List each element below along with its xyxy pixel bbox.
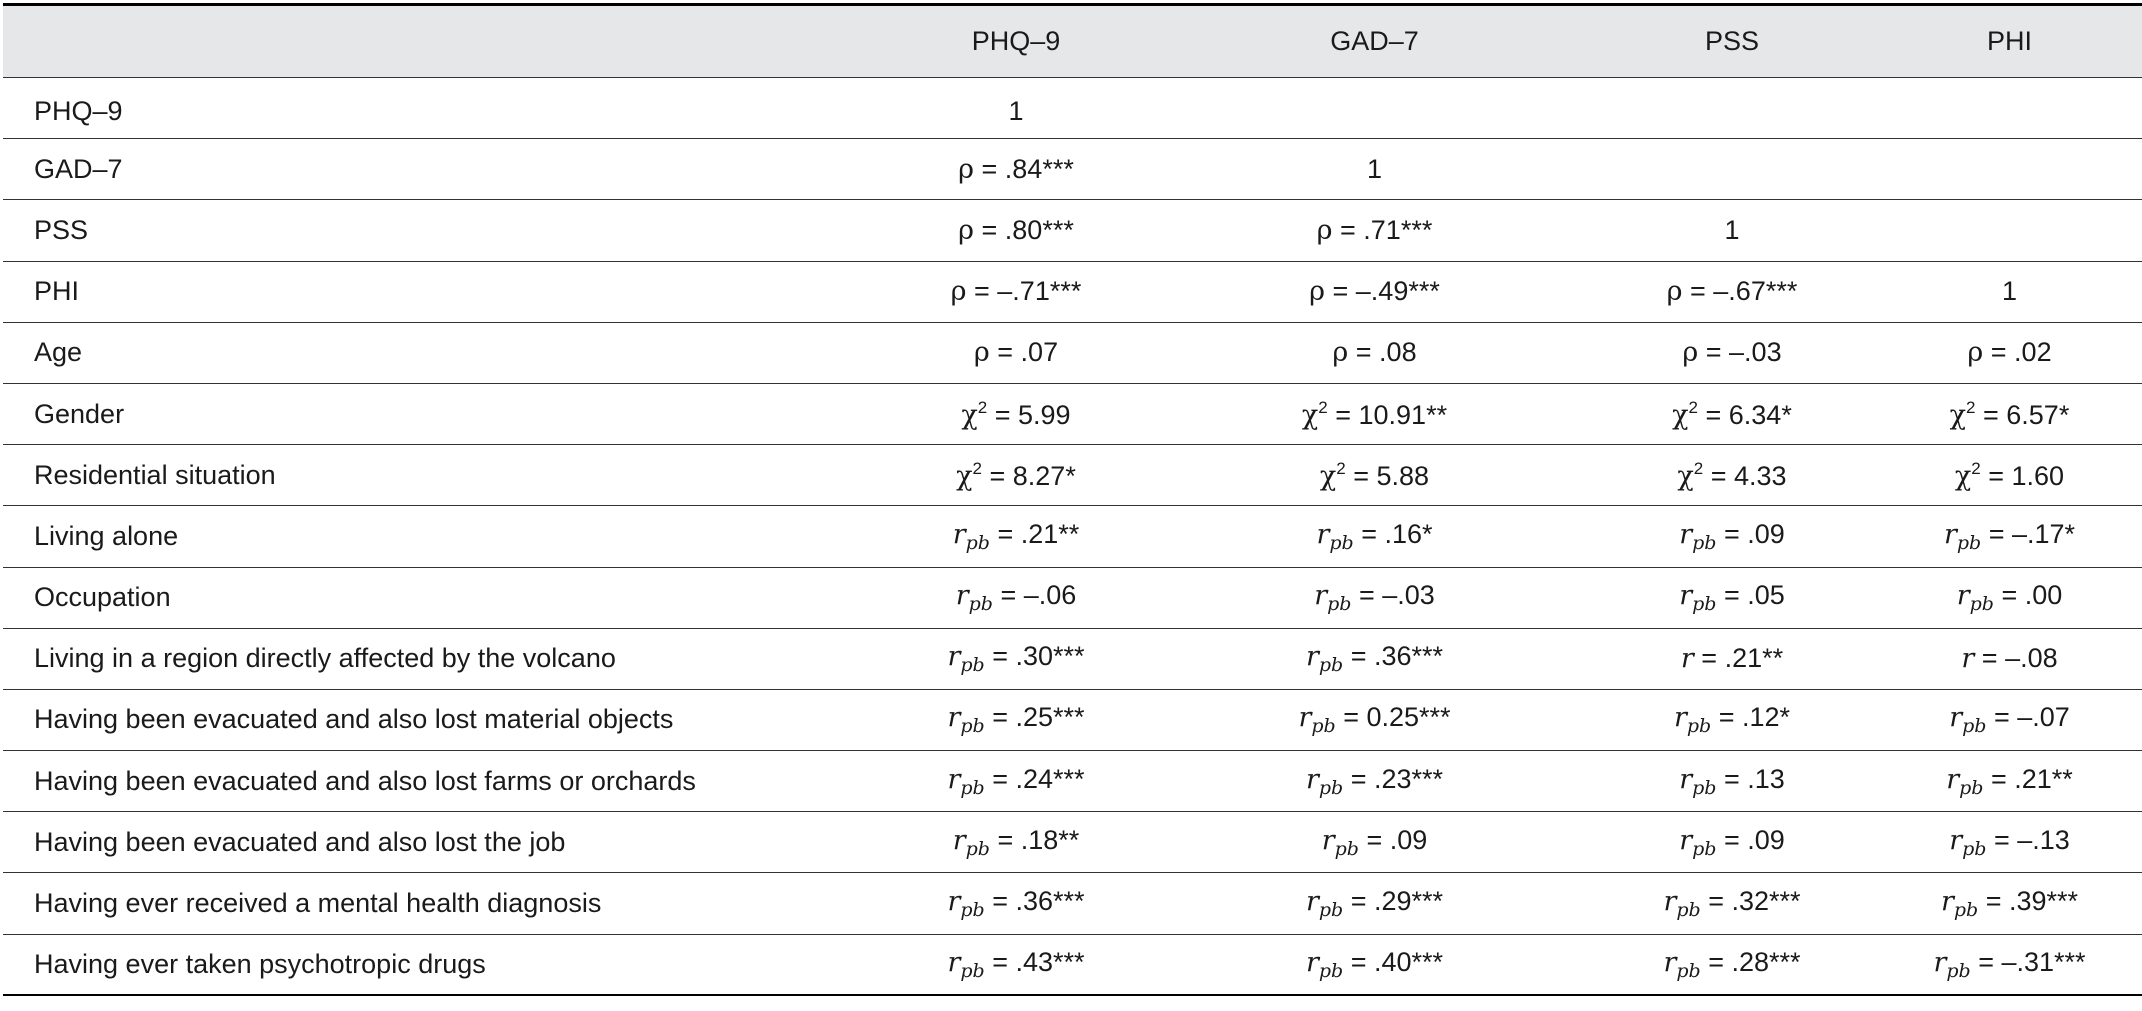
cell-pss — [1587, 751, 1877, 812]
stat-symbol: r — [1673, 702, 1687, 734]
row-label: GAD–7 — [3, 139, 870, 200]
stat-symbol: ρ — [950, 276, 967, 308]
cell-gad7 — [1162, 689, 1587, 750]
stat-value: = 8.27* — [982, 460, 1076, 491]
cell-pss — [1587, 261, 1877, 322]
stat-symbol: ρ — [1682, 337, 1699, 369]
stat-value: = .43*** — [984, 946, 1085, 977]
stat-symbol: χ — [956, 460, 973, 492]
stat-value: = 6.34* — [1698, 399, 1792, 430]
cell-pss — [1587, 567, 1877, 628]
stat-symbol: χ — [1672, 399, 1689, 431]
cell-gad7 — [1162, 383, 1587, 444]
stat-value: = .23*** — [1343, 763, 1444, 794]
stat-symbol: r — [1679, 763, 1693, 795]
stat-symbol: χ — [1319, 460, 1337, 492]
table-row — [3, 751, 2142, 812]
stat-value: = –.03 — [1698, 337, 1782, 368]
table-row — [3, 261, 2142, 322]
table-row — [3, 383, 2142, 444]
stat-symbol: ρ — [973, 337, 990, 369]
cell-phq9 — [870, 383, 1162, 444]
stat-value: = 5.99 — [987, 399, 1071, 430]
stat-subscript: pb — [1318, 776, 1344, 799]
table-body — [3, 78, 2142, 996]
table-row — [3, 139, 2142, 200]
cell-phi — [1877, 261, 2142, 322]
stat-value: = .32*** — [1700, 886, 1801, 917]
cell-phi — [1877, 445, 2142, 506]
stat-superscript: 2 — [1336, 458, 1346, 478]
cell-pss — [1587, 506, 1877, 567]
stat-value: = –.49*** — [1325, 276, 1440, 307]
stat-symbol: r — [1305, 946, 1319, 978]
stat-value: = .28*** — [1700, 946, 1801, 977]
stat-value: = .21** — [1693, 643, 1784, 674]
cell-phi — [1877, 812, 2142, 873]
row-label: Having ever taken psychotropic drugs — [3, 934, 870, 995]
stat-subscript: pb — [1946, 959, 1971, 982]
cell-phq9 — [870, 812, 1162, 873]
stat-subscript: pb — [1686, 715, 1712, 738]
stat-value: = 5.88 — [1345, 460, 1430, 491]
stat-value: = .36*** — [1343, 641, 1444, 672]
stat-superscript: 2 — [972, 458, 982, 478]
stat-subscript: pb — [1692, 837, 1717, 860]
table-row — [3, 812, 2142, 873]
stat-subscript: pb — [1962, 715, 1987, 738]
stat-symbol: ρ — [958, 153, 975, 185]
stat-value: = –.03 — [1351, 580, 1435, 611]
stat-symbol: χ — [1949, 399, 1967, 431]
stat-symbol: r — [1943, 518, 1957, 550]
cell-pss — [1587, 873, 1877, 934]
cell-phi — [1877, 139, 2142, 200]
stat-value: = .16* — [1353, 518, 1433, 549]
stat-superscript: 2 — [977, 397, 988, 417]
table-row — [3, 628, 2142, 689]
row-label: Age — [3, 322, 870, 383]
stat-value: = .29*** — [1343, 886, 1444, 917]
stat-value: = 1.60 — [1980, 460, 2065, 491]
stat-subscript: pb — [1956, 531, 1982, 554]
stat-superscript: 2 — [1318, 397, 1328, 417]
stat-value: = .18** — [989, 824, 1080, 855]
stat-value: = .13 — [1716, 763, 1785, 794]
cell-phi — [1877, 383, 2142, 444]
table-row — [3, 934, 2142, 995]
cell-phi — [1877, 873, 2142, 934]
stat-symbol: r — [947, 702, 961, 734]
stat-symbol: ρ — [1666, 276, 1683, 308]
stat-value: = .30*** — [984, 641, 1085, 672]
stat-subscript: pb — [1329, 531, 1354, 554]
cell-gad7 — [1162, 628, 1587, 689]
stat-value: = .25*** — [984, 702, 1085, 733]
cell-phq9 — [870, 506, 1162, 567]
stat-subscript: pb — [1327, 593, 1352, 616]
cell-phq9 — [870, 139, 1162, 200]
cell-phq9 — [870, 873, 1162, 934]
stat-value: = –.67*** — [1682, 276, 1798, 307]
stat-symbol: r — [1940, 886, 1954, 918]
stat-value: = .00 — [1993, 580, 2063, 611]
stat-value: 1 — [1366, 153, 1383, 184]
header-gad7: GAD–7 — [1162, 5, 1587, 78]
row-label: Occupation — [3, 567, 870, 628]
stat-symbol: r — [1946, 763, 1960, 795]
cell-gad7 — [1162, 200, 1587, 261]
cell-phi — [1877, 934, 2142, 995]
cell-gad7 — [1162, 567, 1587, 628]
cell-phi — [1877, 322, 2142, 383]
cell-phq9 — [870, 445, 1162, 506]
stat-value: = .84*** — [974, 153, 1074, 184]
stat-symbol: r — [1321, 824, 1335, 856]
cell-phi — [1877, 689, 2142, 750]
stat-symbol: χ — [961, 399, 978, 431]
stat-symbol: χ — [1301, 399, 1319, 431]
cell-phq9 — [870, 751, 1162, 812]
stat-value: = .21** — [989, 518, 1080, 549]
stat-value: 1 — [2001, 276, 2018, 307]
row-label: PHQ–9 — [3, 78, 870, 139]
cell-gad7 — [1162, 261, 1587, 322]
stat-subscript: pb — [1969, 593, 1994, 616]
cell-phi — [1877, 567, 2142, 628]
row-label: PHI — [3, 261, 870, 322]
stat-subscript: pb — [960, 715, 985, 738]
table-row — [3, 567, 2142, 628]
stat-value: = .02 — [1983, 337, 2052, 368]
cell-gad7 — [1162, 812, 1587, 873]
table-row — [3, 873, 2142, 934]
cell-pss — [1587, 383, 1877, 444]
cell-phq9 — [870, 567, 1162, 628]
stat-symbol: r — [1298, 702, 1312, 734]
stat-value: = .71*** — [1332, 214, 1433, 245]
row-label: Living alone — [3, 506, 870, 567]
stat-subscript: pb — [1692, 531, 1717, 554]
table-row — [3, 506, 2142, 567]
stat-value: = .09 — [1716, 824, 1785, 855]
cell-phq9 — [870, 200, 1162, 261]
cell-phi — [1877, 751, 2142, 812]
stat-value: 1 — [1008, 95, 1024, 126]
stat-symbol: r — [952, 518, 966, 550]
row-label: Having been evacuated and also lost the job — [3, 812, 870, 873]
stat-subscript: pb — [965, 531, 990, 554]
stat-subscript: pb — [1959, 776, 1984, 799]
cell-pss — [1587, 200, 1877, 261]
cell-pss — [1587, 139, 1877, 200]
row-label: Having been evacuated and also lost material objects — [3, 689, 870, 750]
cell-pss — [1587, 78, 1877, 139]
cell-gad7 — [1162, 78, 1587, 139]
stat-symbol: r — [1663, 886, 1677, 918]
stat-value: = –.13 — [1986, 824, 2070, 855]
stat-value: = 4.33 — [1703, 460, 1787, 491]
header-blank-cell — [3, 5, 870, 78]
stat-value: = –.17* — [1981, 518, 2076, 549]
table-row — [3, 689, 2142, 750]
stat-subscript: pb — [1318, 654, 1344, 677]
stat-subscript: pb — [965, 837, 990, 860]
stat-value: = .09 — [1716, 518, 1785, 549]
stat-subscript: pb — [1676, 959, 1701, 982]
stat-value: = .07 — [989, 337, 1059, 368]
stat-symbol: r — [1679, 518, 1693, 550]
cell-gad7 — [1162, 506, 1587, 567]
stat-superscript: 2 — [1688, 397, 1698, 417]
stat-subscript: pb — [968, 593, 993, 616]
cell-phi — [1877, 78, 2142, 139]
header-pss: PSS — [1587, 5, 1877, 78]
stat-value: 1 — [1724, 214, 1740, 245]
stat-symbol: χ — [1677, 460, 1694, 492]
cell-pss — [1587, 812, 1877, 873]
stat-symbol: r — [1314, 580, 1328, 612]
stat-subscript: pb — [1311, 715, 1336, 738]
stat-subscript: pb — [960, 959, 985, 982]
table-row — [3, 322, 2142, 383]
stat-subscript: pb — [1692, 776, 1717, 799]
stat-subscript: pb — [960, 899, 985, 922]
stat-value: = .05 — [1716, 580, 1785, 611]
cell-phi — [1877, 628, 2142, 689]
stat-value: = .12* — [1711, 702, 1791, 733]
row-label: PSS — [3, 200, 870, 261]
cell-pss — [1587, 628, 1877, 689]
cell-phq9 — [870, 628, 1162, 689]
stat-symbol: r — [1679, 580, 1693, 612]
stat-symbol: r — [1679, 824, 1693, 856]
stat-symbol: r — [1949, 702, 1963, 734]
stat-value: = .09 — [1358, 824, 1428, 855]
cell-gad7 — [1162, 139, 1587, 200]
stat-subscript: pb — [1692, 593, 1717, 616]
stat-symbol: r — [947, 886, 961, 918]
cell-gad7 — [1162, 934, 1587, 995]
stat-value: = 0.25*** — [1335, 702, 1451, 733]
stat-symbol: r — [1316, 518, 1330, 550]
stat-value: = –.06 — [992, 580, 1077, 611]
stat-value: = –.31*** — [1970, 946, 2086, 977]
cell-phq9 — [870, 934, 1162, 995]
stat-value: = 10.91** — [1327, 399, 1448, 430]
stat-value: = .21** — [1983, 763, 2073, 794]
correlation-table — [3, 3, 2142, 996]
cell-phq9 — [870, 78, 1162, 139]
stat-subscript: pb — [1962, 837, 1987, 860]
stat-symbol: r — [1305, 763, 1319, 795]
row-label: Having ever received a mental health diagnosis — [3, 873, 870, 934]
stat-value: = .39*** — [1978, 886, 2079, 917]
stat-symbol: ρ — [1332, 337, 1349, 369]
stat-symbol: r — [947, 641, 961, 673]
row-label: Gender — [3, 383, 870, 444]
cell-phi — [1877, 200, 2142, 261]
stat-value: = .08 — [1348, 337, 1417, 368]
stat-subscript: pb — [1953, 899, 1979, 922]
stat-symbol: r — [955, 580, 969, 612]
stat-value: = .24*** — [984, 763, 1085, 794]
stat-value: = –.71*** — [966, 276, 1082, 307]
cell-pss — [1587, 934, 1877, 995]
cell-gad7 — [1162, 873, 1587, 934]
stat-symbol: r — [1956, 580, 1970, 612]
stat-symbol: r — [1663, 946, 1677, 978]
table-row — [3, 78, 2142, 139]
stat-symbol: r — [1305, 641, 1319, 673]
stat-value: = –.07 — [1986, 702, 2070, 733]
stat-symbol: r — [1680, 643, 1694, 675]
cell-phq9 — [870, 261, 1162, 322]
stat-subscript: pb — [1318, 959, 1344, 982]
stat-symbol: r — [947, 763, 961, 795]
cell-phq9 — [870, 322, 1162, 383]
stat-symbol: ρ — [1316, 214, 1333, 246]
row-label: Living in a region directly affected by the volcano — [3, 628, 870, 689]
cell-gad7 — [1162, 445, 1587, 506]
stat-superscript: 2 — [1693, 458, 1704, 478]
cell-pss — [1587, 445, 1877, 506]
cell-pss — [1587, 322, 1877, 383]
table-row — [3, 200, 2142, 261]
stat-symbol: r — [1961, 643, 1975, 675]
stat-symbol: ρ — [1309, 276, 1326, 308]
stat-superscript: 2 — [1971, 458, 1981, 478]
stat-value: = .80*** — [974, 214, 1074, 245]
stat-subscript: pb — [960, 654, 985, 677]
stat-subscript: pb — [1318, 899, 1344, 922]
stat-symbol: r — [952, 824, 966, 856]
stat-symbol: ρ — [1967, 337, 1984, 369]
cell-gad7 — [1162, 751, 1587, 812]
stat-value: = 6.57* — [1975, 399, 2070, 430]
table-row — [3, 445, 2142, 506]
cell-gad7 — [1162, 322, 1587, 383]
stat-symbol: r — [947, 946, 961, 978]
stat-symbol: r — [1305, 886, 1319, 918]
stat-superscript: 2 — [1966, 397, 1976, 417]
stat-symbol: r — [1933, 946, 1947, 978]
row-label: Residential situation — [3, 445, 870, 506]
stat-subscript: pb — [1334, 837, 1359, 860]
stat-subscript: pb — [1676, 899, 1701, 922]
header-phi: PHI — [1877, 5, 2142, 78]
row-label: Having been evacuated and also lost farms or orchards — [3, 751, 870, 812]
stat-value: = –.08 — [1974, 643, 2058, 674]
stat-value: = .36*** — [984, 886, 1085, 917]
cell-phi — [1877, 506, 2142, 567]
stat-symbol: χ — [1954, 460, 1972, 492]
header-phq9: PHQ–9 — [870, 5, 1162, 78]
stat-subscript: pb — [960, 776, 985, 799]
stat-symbol: ρ — [958, 214, 975, 246]
cell-phq9 — [870, 689, 1162, 750]
stat-symbol: r — [1949, 824, 1963, 856]
stat-value: = .40*** — [1343, 946, 1444, 977]
table-header-row — [3, 5, 2142, 78]
cell-pss — [1587, 689, 1877, 750]
